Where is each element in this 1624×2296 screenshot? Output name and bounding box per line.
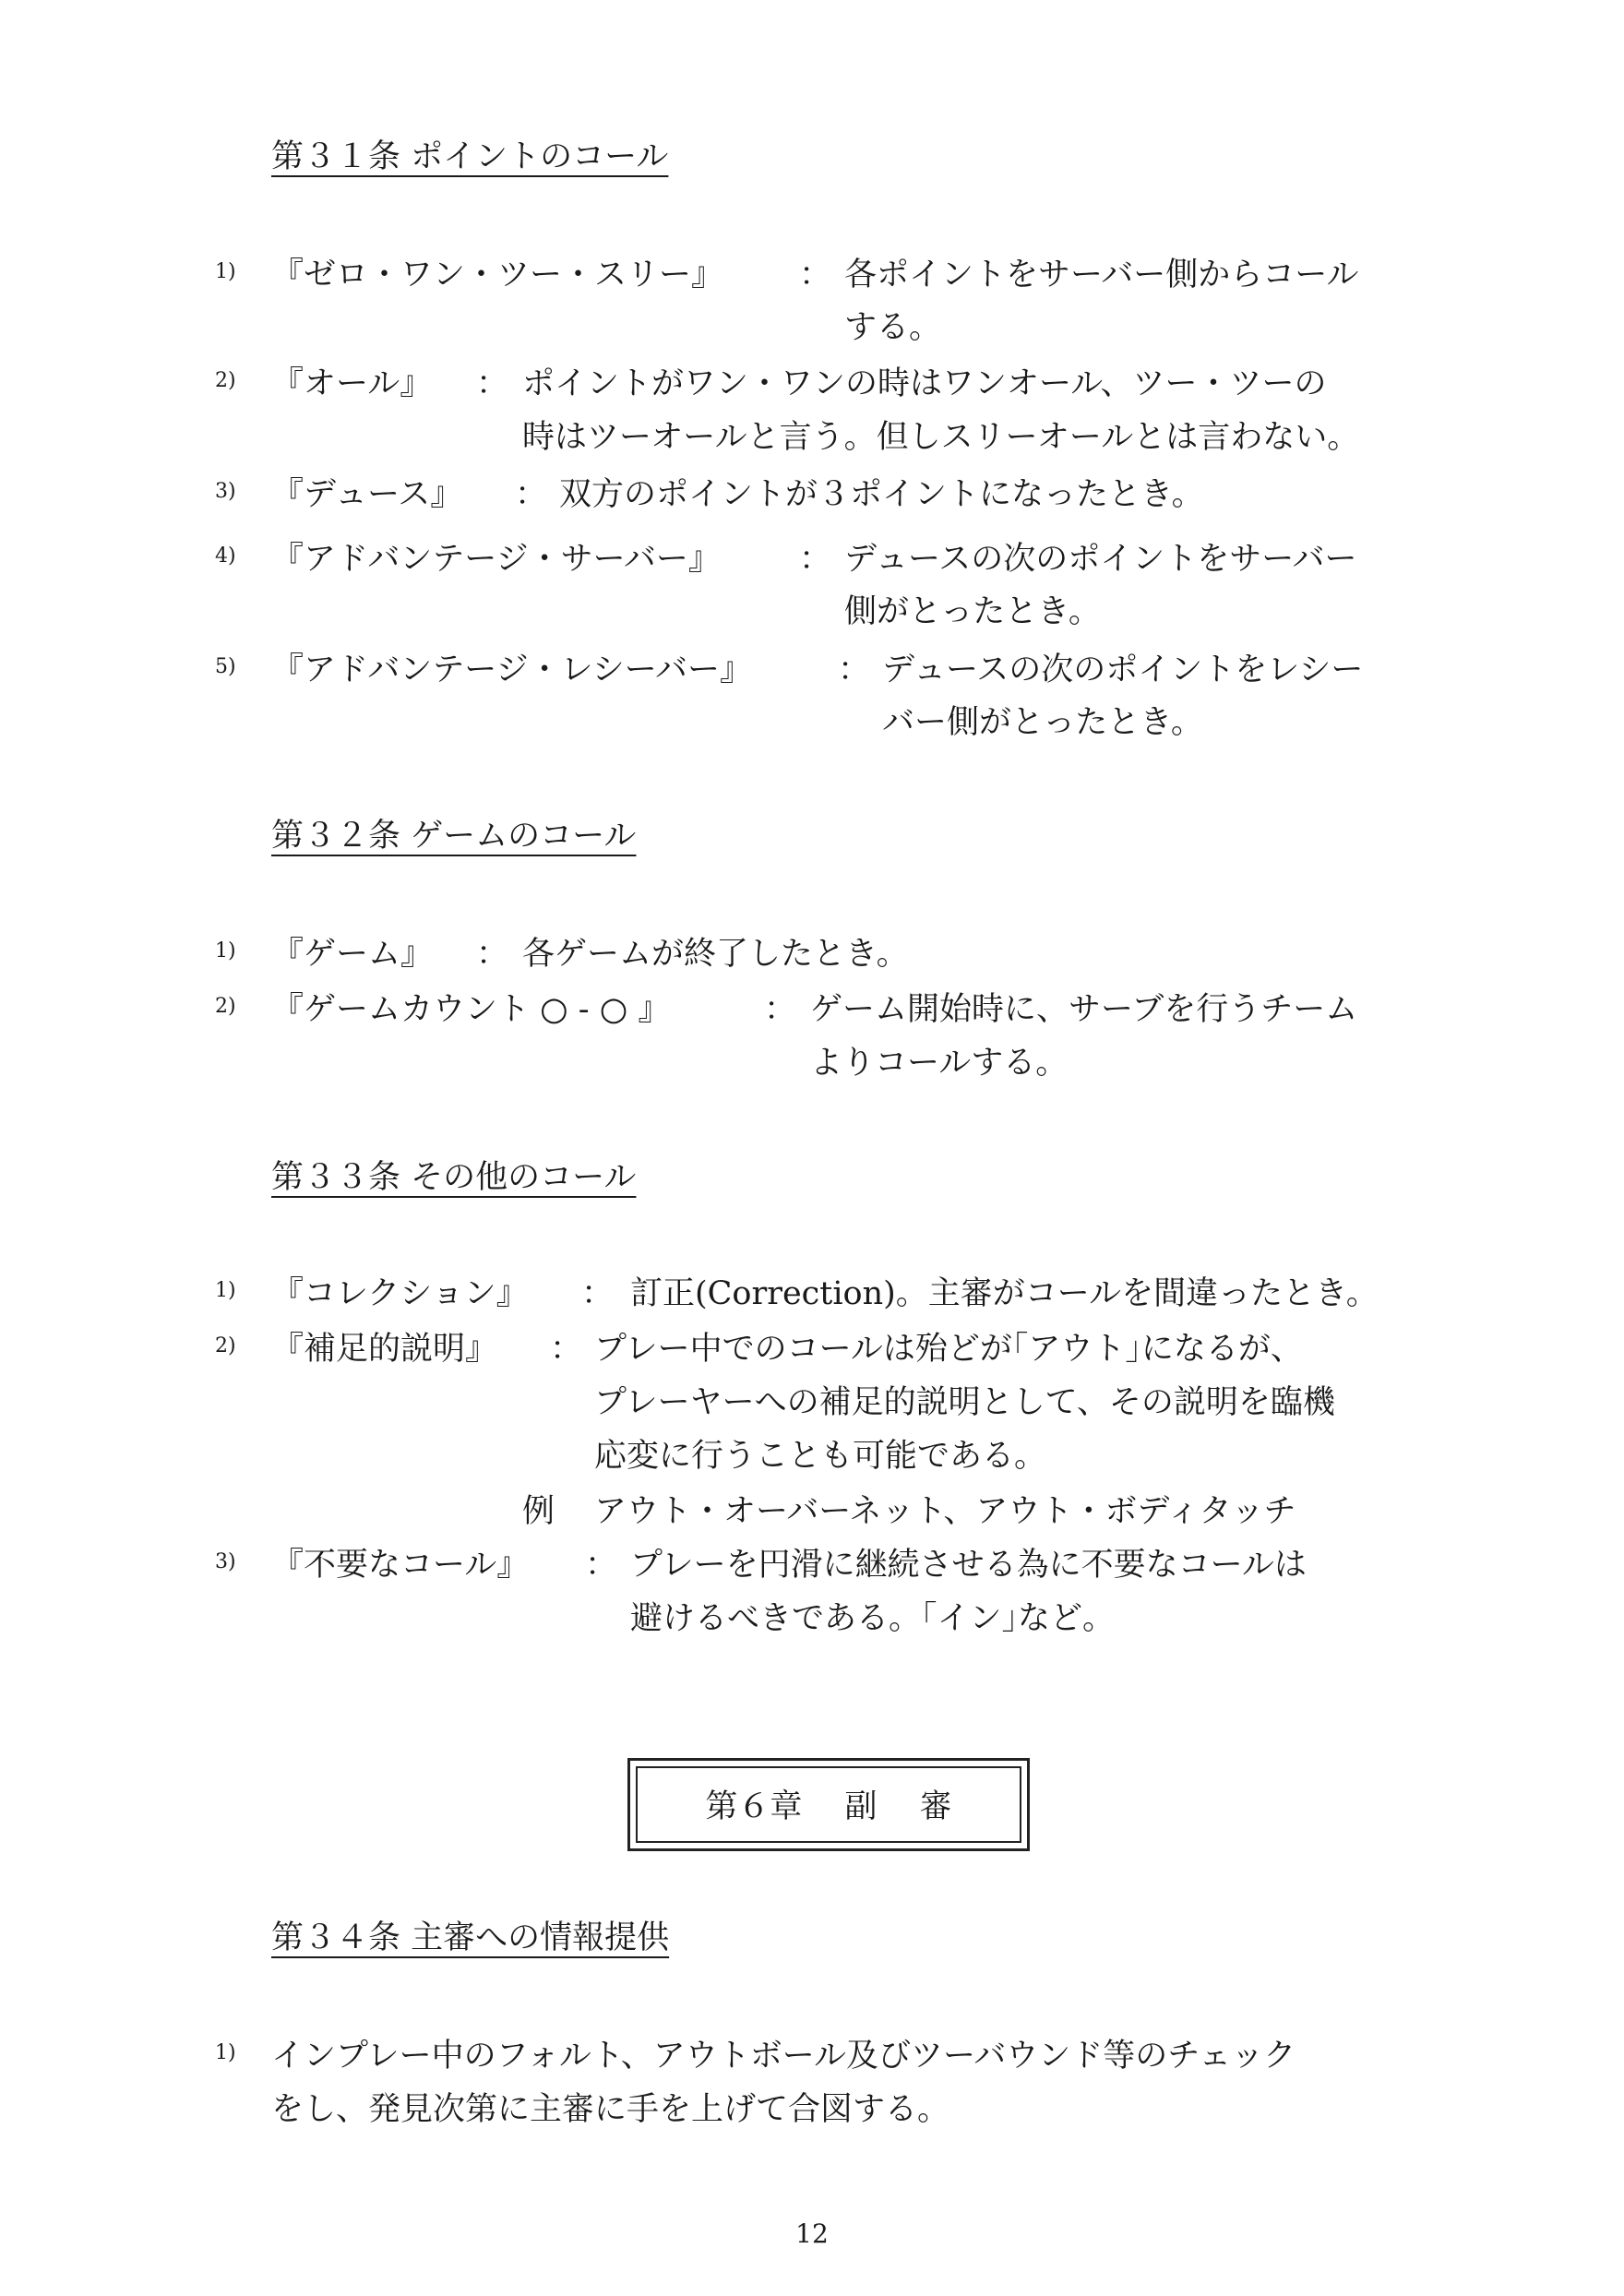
item-separator: ： xyxy=(476,365,509,402)
article-34-heading: 第３４条 主審への情報提供 xyxy=(271,1919,670,1956)
item-separator: ： xyxy=(476,936,509,973)
item-description-line: をし、発見次第に主審に手を上げて合図する。 xyxy=(271,2091,950,2128)
item-description-line: よりコールする。 xyxy=(810,1045,1069,1082)
item-number: 2) xyxy=(215,369,236,392)
item-description-line: 各ポイントをサーバー側からコール xyxy=(844,257,1359,293)
item-number: 2) xyxy=(215,1334,236,1357)
chapter-title-box xyxy=(627,1758,1030,1851)
item-number: 5) xyxy=(215,655,236,678)
item-description-line: ゲーム開始時に、サーブを行うチーム xyxy=(810,991,1358,1028)
example-label: 例 xyxy=(522,1493,555,1530)
item-description-line: バー側がとったとき。 xyxy=(882,704,1203,741)
item-number: 1) xyxy=(215,260,236,283)
item-term: 『デュース』 xyxy=(271,476,463,513)
item-number: 1) xyxy=(215,2041,236,2064)
item-description-line: 側がとったとき。 xyxy=(844,593,1101,630)
item-separator: ： xyxy=(585,1547,618,1584)
item-description-line: 各ゲームが終了したとき。 xyxy=(522,936,909,973)
article-32-heading: 第３２条 ゲームのコール xyxy=(271,818,637,855)
item-term: 『補足的説明』 xyxy=(271,1331,498,1368)
page-number: 12 xyxy=(795,2218,829,2249)
item-number: 3) xyxy=(215,480,236,503)
item-term: 『アドバンテージ・レシーバー』 xyxy=(271,652,752,688)
chapter-title: 第６章 副 審 xyxy=(705,1788,952,1825)
item-description-line: 訂正(Correction)。主審がコールを間違ったとき。 xyxy=(630,1275,1379,1312)
item-description-line: インプレー中のフォルト、アウトボール及びツーバウンド等のチェック xyxy=(271,2038,1296,2075)
item-description-line: プレー中でのコールは殆どが｢アウト｣になるが、 xyxy=(594,1331,1303,1368)
item-term: 『コレクション』 xyxy=(271,1275,529,1312)
item-description-line: プレーを円滑に継続させる為に不要なコールは xyxy=(630,1547,1307,1584)
item-description-line: 応変に行うことも可能である。 xyxy=(594,1438,1047,1475)
item-description-line: 時はツーオールと言う。但しスリーオールとは言わない。 xyxy=(522,419,1360,456)
item-number: 1) xyxy=(215,939,236,963)
item-description-line: 双方のポイントが３ポイントになったとき。 xyxy=(559,476,1204,513)
example-text: アウト・オーバーネット、アウト・ボディタッチ xyxy=(594,1493,1296,1530)
item-number: 3) xyxy=(215,1550,236,1573)
item-term: 『不要なコール』 xyxy=(271,1547,530,1584)
item-term: 『オール』 xyxy=(271,365,433,402)
item-separator: ： xyxy=(550,1331,583,1368)
item-number: 1) xyxy=(215,1279,236,1302)
item-description-line: 避けるべきである。｢イン｣など。 xyxy=(630,1600,1116,1637)
item-description-line: ポイントがワン・ワンの時はワンオール、ツー・ツーの xyxy=(522,365,1327,402)
item-number: 4) xyxy=(215,544,236,568)
item-separator: ： xyxy=(764,991,797,1028)
item-description-line: デュースの次のポイントをサーバー xyxy=(844,541,1357,578)
item-description-line: デュースの次のポイントをレシー xyxy=(882,652,1364,688)
item-description-line: する。 xyxy=(844,309,942,346)
item-separator: ： xyxy=(515,476,548,513)
item-term: 『ゲーム』 xyxy=(271,936,434,973)
item-number: 2) xyxy=(215,995,236,1018)
item-separator: ： xyxy=(799,541,832,578)
item-separator: ： xyxy=(581,1275,615,1312)
article-33-heading: 第３３条 その他のコール xyxy=(271,1159,637,1196)
article-31-heading: 第３１条 ポイントのコール xyxy=(271,138,669,175)
item-term: 『ゲームカウント ○ - ○ 』 xyxy=(271,991,671,1028)
item-separator: ： xyxy=(838,652,871,688)
item-term: 『ゼロ・ワン・ツー・スリー』 xyxy=(271,257,724,293)
item-separator: ： xyxy=(799,257,832,293)
item-term: 『アドバンテージ・サーバー』 xyxy=(271,541,721,578)
item-description-line: プレーヤーへの補足的説明として、その説明を臨機 xyxy=(594,1384,1335,1421)
